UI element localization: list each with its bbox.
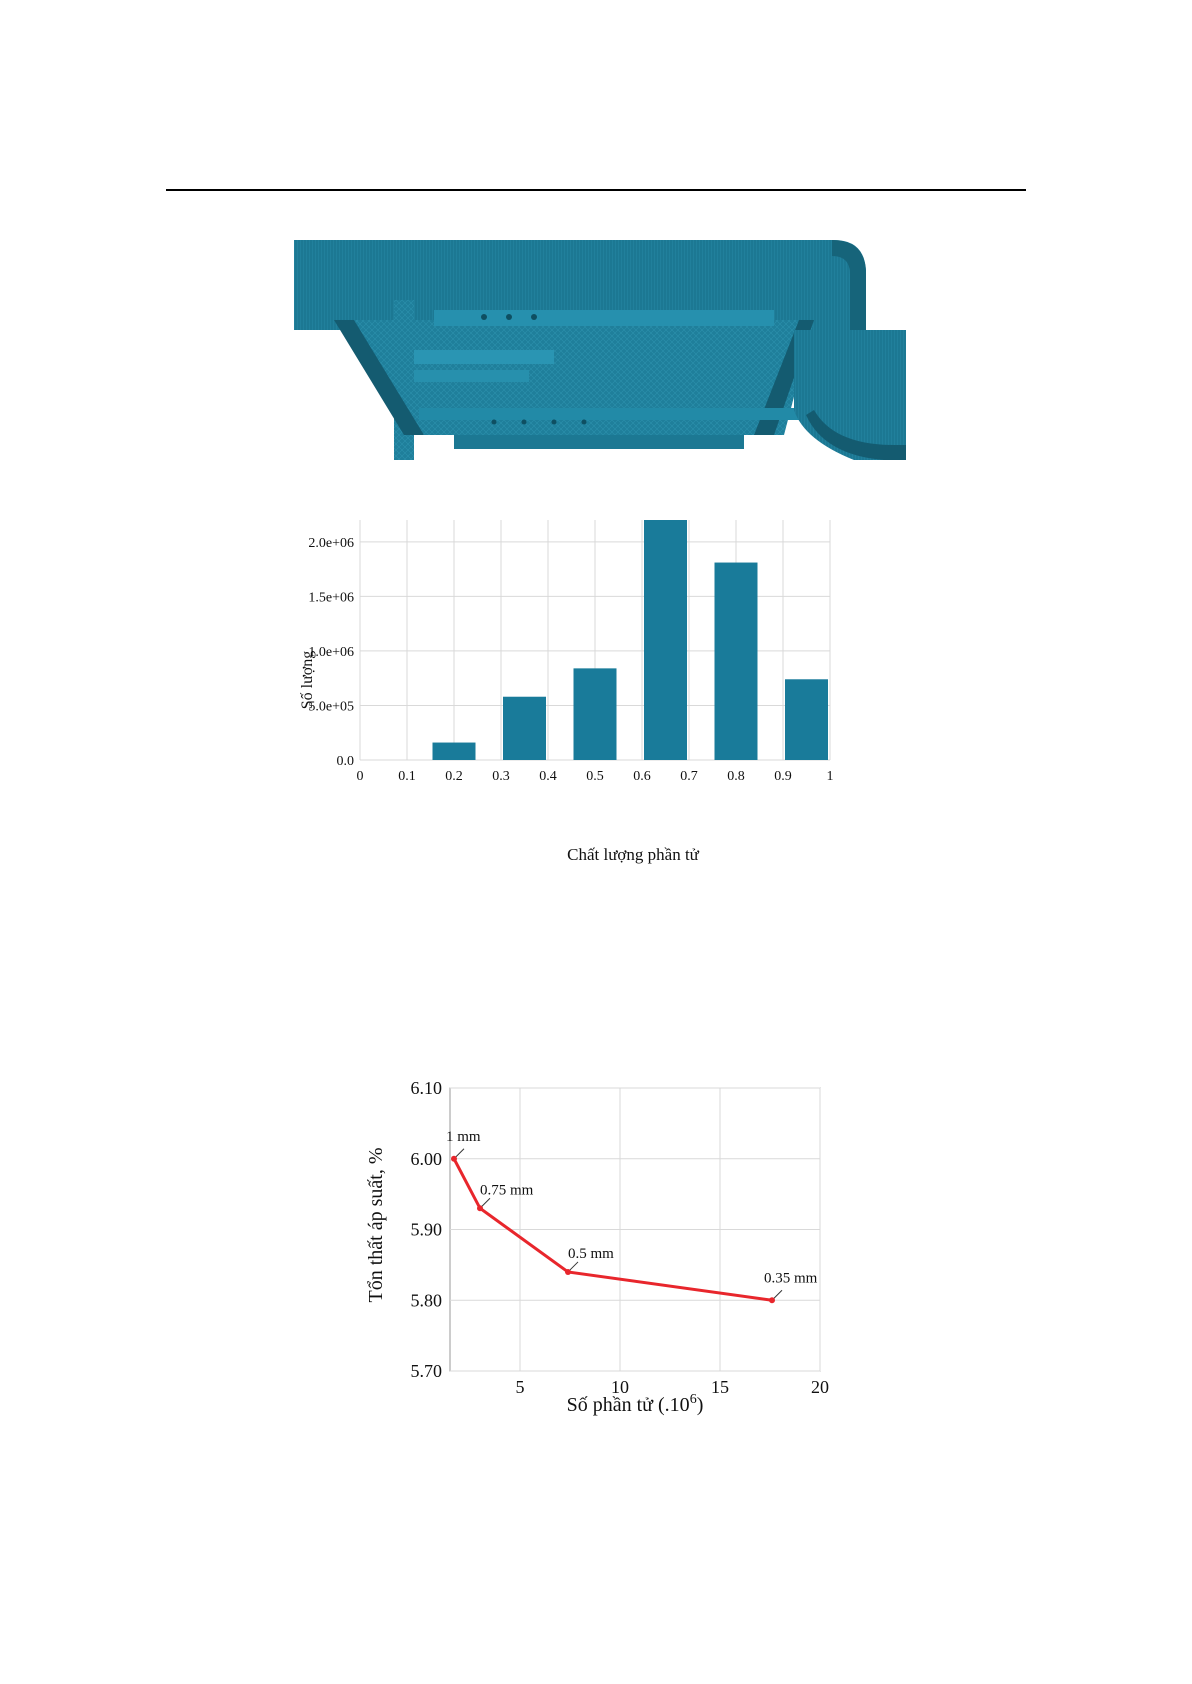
histogram-bar (503, 697, 546, 760)
histogram-xtick: 0 (356, 769, 364, 784)
histogram-xtick: 1 (826, 769, 834, 784)
histogram-xtick: 0.9 (774, 769, 792, 784)
convergence-ylabel: Tổn thất áp suất, % (365, 1147, 387, 1303)
convergence-xtick: 20 (811, 1377, 829, 1397)
convergence-leader (482, 1198, 490, 1206)
convergence-ytick: 6.10 (410, 1078, 442, 1098)
convergence-ytick: 5.80 (410, 1290, 442, 1311)
convergence-point-label: 0.5 mm (568, 1245, 614, 1262)
convergence-ytick: 5.70 (410, 1361, 442, 1381)
histogram-ylabel: Số lượng (299, 650, 316, 710)
histogram-xtick: 0.3 (492, 769, 510, 784)
histogram-bar (574, 668, 617, 760)
histogram-bar (644, 520, 687, 760)
histogram-xtick: 0.8 (727, 769, 745, 784)
histogram-xtick: 0.5 (586, 769, 604, 784)
convergence-leader (774, 1290, 782, 1298)
histogram-bar (785, 679, 828, 760)
convergence-xlabel: Số phần tử $(.10^6)$ (566, 1392, 704, 1416)
histogram-ytick: 0.0 (336, 754, 354, 769)
histogram-xtick: 0.6 (633, 769, 651, 784)
histogram-ytick: 2.0e+06 (308, 535, 354, 551)
convergence-point-label: 0.75 mm (480, 1182, 534, 1199)
histogram-bar (433, 743, 476, 760)
histogram-ytick: 1.0e+06 (308, 644, 354, 660)
histogram-xlabel: Chất lượng phần tử (567, 845, 699, 864)
convergence-leader (456, 1149, 464, 1157)
histogram-ytick: 5.0e+05 (308, 699, 354, 715)
histogram-xtick: 0.1 (398, 769, 416, 784)
histogram-bar (715, 563, 758, 760)
convergence-xtick: 15 (711, 1377, 729, 1397)
convergence-xtick: 5 (515, 1377, 525, 1397)
convergence-leader (570, 1262, 578, 1270)
convergence-ytick: 6.00 (410, 1148, 442, 1169)
histogram-xtick: 0.4 (539, 769, 557, 784)
convergence-xtick: 10 (611, 1377, 629, 1397)
convergence-chart (360, 1075, 840, 1430)
quality-histogram (290, 520, 930, 880)
header-rule (166, 189, 1026, 191)
convergence-point-label: 1 mm (446, 1128, 481, 1145)
convergence-point-label: 0.35 mm (764, 1270, 818, 1287)
histogram-ytick: 1.5e+06 (308, 590, 354, 606)
histogram-xtick: 0.2 (445, 769, 463, 784)
mesh-model-icon (294, 240, 906, 465)
convergence-ytick: 5.90 (410, 1219, 442, 1240)
histogram-xtick: 0.7 (680, 769, 698, 784)
